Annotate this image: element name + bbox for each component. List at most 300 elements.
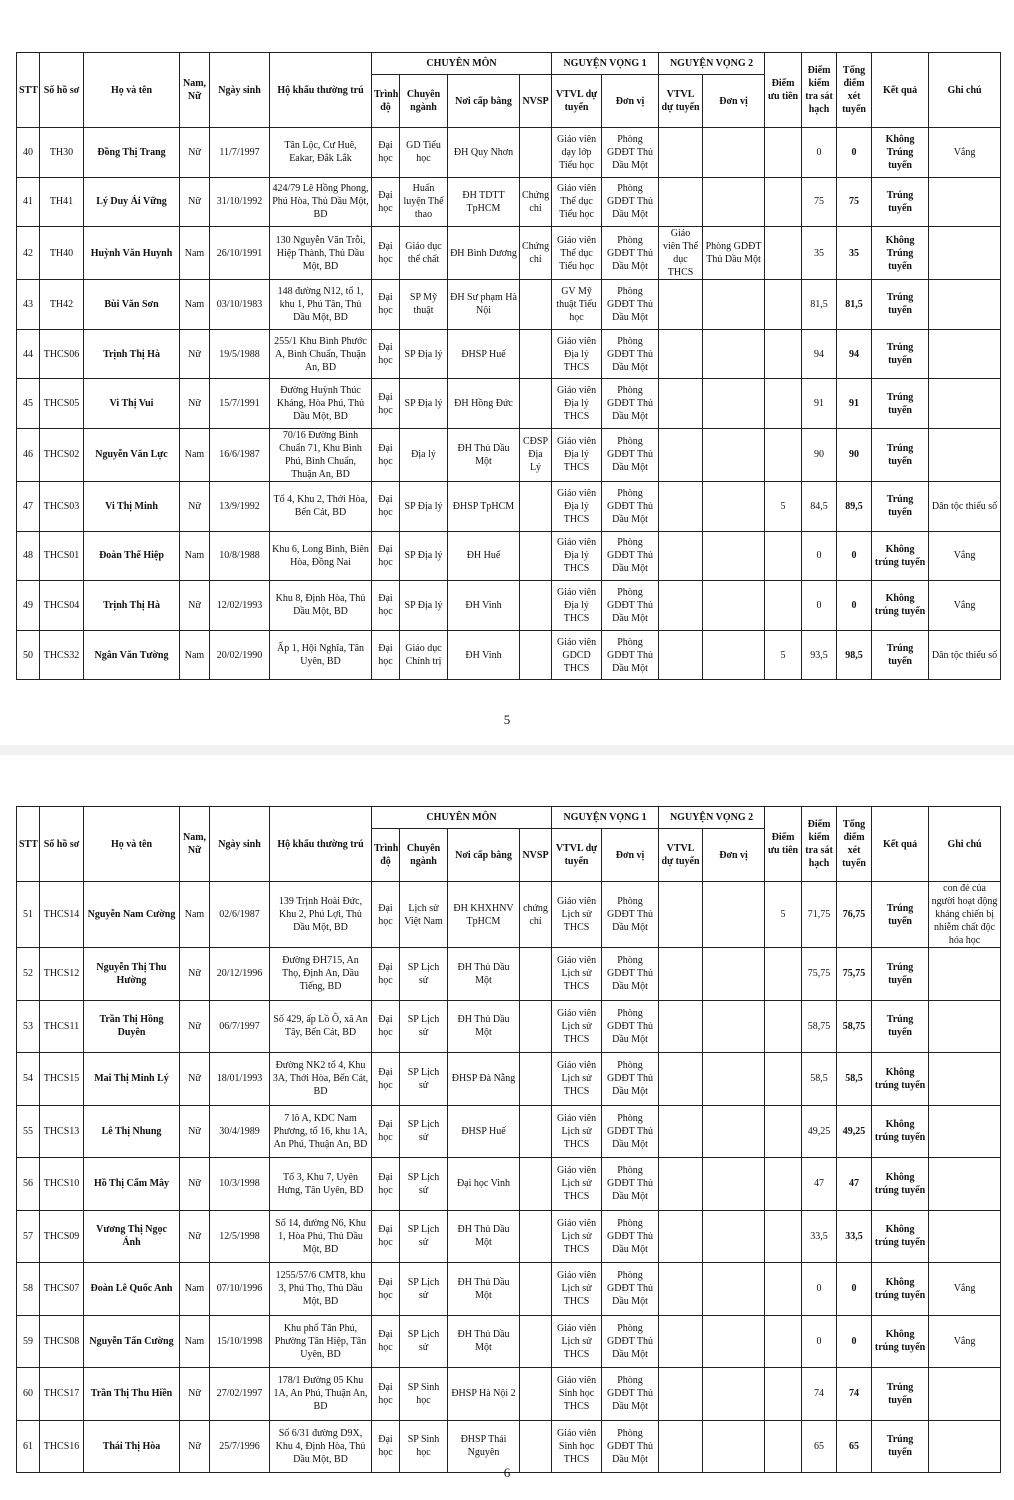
cell-trinh-do: Đại học: [372, 379, 400, 429]
cell-vtvl-1: Giáo viên Địa lý THCS: [552, 581, 602, 631]
cell-vtvl-1: Giáo viên Sinh học THCS: [552, 1368, 602, 1421]
cell-vtvl-1: GV Mỹ thuật Tiểu học: [552, 280, 602, 330]
cell-diem-kiem-tra: 58,5: [802, 1053, 837, 1106]
cell-diem-kiem-tra: 35: [802, 227, 837, 280]
header-don-vi-1: Đơn vị: [602, 829, 659, 882]
cell-noi-cap-bang: ĐHSP TpHCM: [448, 481, 520, 531]
cell-nvsp: [520, 948, 552, 1001]
cell-tong-diem: 65: [837, 1420, 872, 1473]
cell-ghi-chu: [929, 1105, 1001, 1158]
cell-ghi-chu: [929, 227, 1001, 280]
cell-don-vi-1: Phòng GDĐT Thủ Dầu Một: [602, 329, 659, 379]
cell-don-vi-2: [703, 280, 765, 330]
cell-diem-uu-tien: [765, 531, 802, 581]
cell-so-ho-so: TH42: [40, 280, 84, 330]
cell-tong-diem: 0: [837, 1315, 872, 1368]
cell-stt: 52: [17, 948, 40, 1001]
candidate-table-page-5: [16, 52, 1001, 680]
cell-chuyen-nganh: SP Lịch sử: [400, 1315, 448, 1368]
cell-don-vi-1: Phòng GDĐT Thủ Dầu Một: [602, 280, 659, 330]
cell-tong-diem: 58,5: [837, 1053, 872, 1106]
cell-diem-kiem-tra: 93,5: [802, 630, 837, 680]
cell-vtvl-2: Giáo viên Thể dục THCS: [659, 227, 703, 280]
cell-tong-diem: 94: [837, 329, 872, 379]
header-trinh-do: Trình độ: [372, 829, 400, 882]
cell-ghi-chu: [929, 280, 1001, 330]
cell-so-ho-so: THCS32: [40, 630, 84, 680]
cell-ho-khau: 70/16 Đường Bình Chuẩn 71, Khu Bình Phú, Bình Chuẩn, Thuận An, BD: [270, 428, 372, 481]
cell-ho-ten: Thái Thị Hòa: [84, 1420, 180, 1473]
cell-diem-uu-tien: 5: [765, 630, 802, 680]
cell-nvsp: Chứng chỉ: [520, 177, 552, 227]
cell-diem-kiem-tra: 84,5: [802, 481, 837, 531]
table-row: [17, 329, 1001, 379]
cell-vtvl-2: [659, 581, 703, 631]
cell-vtvl-2: [659, 531, 703, 581]
header-chuyen-nganh: Chuyên ngành: [400, 75, 448, 128]
cell-ket-qua: Không trúng tuyển: [872, 1053, 929, 1106]
cell-so-ho-so: THCS04: [40, 581, 84, 631]
cell-tong-diem: 49,25: [837, 1105, 872, 1158]
cell-ghi-chu: [929, 329, 1001, 379]
cell-diem-uu-tien: [765, 329, 802, 379]
cell-don-vi-1: Phòng GDĐT Thủ Dầu Một: [602, 1105, 659, 1158]
cell-nvsp: chứng chỉ: [520, 882, 552, 948]
cell-don-vi-2: [703, 1210, 765, 1263]
cell-don-vi-2: Phòng GDĐT Thủ Dầu Một: [703, 227, 765, 280]
cell-noi-cap-bang: ĐH Quy Nhơn: [448, 128, 520, 178]
cell-ngay-sinh: 25/7/1996: [210, 1420, 270, 1473]
cell-diem-uu-tien: [765, 1000, 802, 1053]
cell-ngay-sinh: 07/10/1996: [210, 1263, 270, 1316]
cell-don-vi-1: Phòng GDĐT Thủ Dầu Một: [602, 379, 659, 429]
cell-diem-kiem-tra: 0: [802, 581, 837, 631]
cell-ket-qua: Trúng tuyển: [872, 1000, 929, 1053]
header-diem-kiem-tra: Điểm kiểm tra sát hạch: [802, 53, 837, 128]
header-tong-diem: Tổng điểm xét tuyển: [837, 807, 872, 882]
cell-ket-qua: Trúng tuyển: [872, 948, 929, 1001]
cell-so-ho-so: THCS16: [40, 1420, 84, 1473]
cell-ngay-sinh: 20/02/1990: [210, 630, 270, 680]
cell-chuyen-nganh: SP Sinh học: [400, 1420, 448, 1473]
cell-diem-kiem-tra: 81,5: [802, 280, 837, 330]
cell-gioi-tinh: Nữ: [180, 1420, 210, 1473]
cell-don-vi-1: Phòng GDĐT Thủ Dầu Một: [602, 227, 659, 280]
cell-diem-uu-tien: [765, 128, 802, 178]
cell-ket-qua: Không trúng tuyển: [872, 531, 929, 581]
cell-gioi-tinh: Nữ: [180, 177, 210, 227]
cell-gioi-tinh: Nữ: [180, 581, 210, 631]
cell-ho-ten: Huỳnh Văn Huynh: [84, 227, 180, 280]
header-tong-diem: Tổng điểm xét tuyển: [837, 53, 872, 128]
cell-ho-ten: Ngân Văn Tường: [84, 630, 180, 680]
table-row: [17, 379, 1001, 429]
cell-vtvl-2: [659, 1053, 703, 1106]
cell-vtvl-1: Giáo viên Lịch sử THCS: [552, 1315, 602, 1368]
cell-ho-khau: Số 14, đường N6, Khu 1, Hòa Phú, Thủ Dầu Một, BD: [270, 1210, 372, 1263]
header-ghi-chu: Ghi chú: [929, 807, 1001, 882]
cell-ho-ten: Vương Thị Ngọc Ánh: [84, 1210, 180, 1263]
cell-chuyen-nganh: SP Lịch sử: [400, 1105, 448, 1158]
cell-ngay-sinh: 16/6/1987: [210, 428, 270, 481]
cell-trinh-do: Đại học: [372, 1000, 400, 1053]
cell-trinh-do: Đại học: [372, 481, 400, 531]
cell-ghi-chu: Vắng: [929, 1315, 1001, 1368]
cell-nvsp: [520, 630, 552, 680]
cell-noi-cap-bang: ĐH Bình Dương: [448, 227, 520, 280]
cell-vtvl-1: Giáo viên Địa lý THCS: [552, 379, 602, 429]
cell-ngay-sinh: 02/6/1987: [210, 882, 270, 948]
cell-ngay-sinh: 18/01/1993: [210, 1053, 270, 1106]
cell-ket-qua: Không trúng tuyển: [872, 1158, 929, 1211]
table-row: [17, 630, 1001, 680]
cell-so-ho-so: THCS13: [40, 1105, 84, 1158]
cell-stt: 50: [17, 630, 40, 680]
table-row: [17, 481, 1001, 531]
cell-vtvl-2: [659, 948, 703, 1001]
cell-diem-uu-tien: [765, 1368, 802, 1421]
header-don-vi-2: Đơn vị: [703, 829, 765, 882]
header-ho-ten: Họ và tên: [84, 53, 180, 128]
cell-diem-uu-tien: [765, 1315, 802, 1368]
header-nguyen-vong-2: NGUYỆN VỌNG 2: [659, 53, 765, 75]
cell-vtvl-2: [659, 1263, 703, 1316]
cell-chuyen-nganh: SP Địa lý: [400, 329, 448, 379]
cell-noi-cap-bang: ĐH Vinh: [448, 581, 520, 631]
cell-so-ho-so: THCS08: [40, 1315, 84, 1368]
cell-don-vi-1: Phòng GDĐT Thủ Dầu Một: [602, 1158, 659, 1211]
cell-chuyen-nganh: SP Địa lý: [400, 581, 448, 631]
cell-nvsp: [520, 481, 552, 531]
cell-stt: 48: [17, 531, 40, 581]
cell-tong-diem: 58,75: [837, 1000, 872, 1053]
cell-nvsp: [520, 280, 552, 330]
cell-noi-cap-bang: Đại học Vinh: [448, 1158, 520, 1211]
cell-ngay-sinh: 30/4/1989: [210, 1105, 270, 1158]
cell-so-ho-so: THCS17: [40, 1368, 84, 1421]
cell-ket-qua: Trúng tuyển: [872, 882, 929, 948]
header-noi-cap-bang: Nơi cấp bằng: [448, 75, 520, 128]
cell-vtvl-2: [659, 280, 703, 330]
cell-diem-uu-tien: [765, 1158, 802, 1211]
table-row: [17, 128, 1001, 178]
cell-tong-diem: 89,5: [837, 481, 872, 531]
cell-gioi-tinh: Nữ: [180, 1368, 210, 1421]
cell-ket-qua: Không trúng tuyển: [872, 581, 929, 631]
cell-vtvl-2: [659, 1315, 703, 1368]
cell-tong-diem: 91: [837, 379, 872, 429]
cell-tong-diem: 81,5: [837, 280, 872, 330]
cell-ngay-sinh: 26/10/1991: [210, 227, 270, 280]
table-body: [17, 128, 1001, 680]
cell-don-vi-1: Phòng GDĐT Thủ Dầu Một: [602, 1210, 659, 1263]
cell-so-ho-so: THCS07: [40, 1263, 84, 1316]
cell-ghi-chu: con đẻ của người hoạt động kháng chiến bị nhiễm chất độc hóa học: [929, 882, 1001, 948]
cell-trinh-do: Đại học: [372, 128, 400, 178]
cell-nvsp: [520, 1210, 552, 1263]
cell-vtvl-1: Giáo viên Lịch sử THCS: [552, 1053, 602, 1106]
cell-vtvl-1: Giáo viên Địa lý THCS: [552, 329, 602, 379]
cell-stt: 53: [17, 1000, 40, 1053]
cell-nvsp: [520, 1368, 552, 1421]
cell-ho-khau: 7 lô A, KDC Nam Phương, tổ 16, khu 1A, An Phú, Thuận An, BD: [270, 1105, 372, 1158]
cell-vtvl-1: Giáo viên Thể dục Tiểu học: [552, 227, 602, 280]
cell-vtvl-1: Giáo viên Lịch sử THCS: [552, 1000, 602, 1053]
cell-don-vi-1: Phòng GDĐT Thủ Dầu Một: [602, 1315, 659, 1368]
header-chuyen-nganh: Chuyên ngành: [400, 829, 448, 882]
header-nguyen-vong-1: NGUYỆN VỌNG 1: [552, 807, 659, 829]
cell-ho-khau: Tổ 4, Khu 2, Thới Hòa, Bến Cát, BD: [270, 481, 372, 531]
header-ngay-sinh: Ngày sinh: [210, 807, 270, 882]
cell-ghi-chu: Vắng: [929, 1263, 1001, 1316]
table-row: [17, 1053, 1001, 1106]
header-so-ho-so: Số hồ sơ: [40, 807, 84, 882]
cell-don-vi-1: Phòng GDĐT Thủ Dầu Một: [602, 428, 659, 481]
cell-stt: 57: [17, 1210, 40, 1263]
cell-gioi-tinh: Nam: [180, 227, 210, 280]
cell-ngay-sinh: 15/7/1991: [210, 379, 270, 429]
cell-ho-ten: Lê Thị Nhung: [84, 1105, 180, 1158]
cell-vtvl-1: Giáo viên GDCD THCS: [552, 630, 602, 680]
cell-noi-cap-bang: ĐH KHXHNV TpHCM: [448, 882, 520, 948]
page-number: 5: [503, 712, 511, 727]
table-row: [17, 428, 1001, 481]
header-ho-ten: Họ và tên: [84, 807, 180, 882]
cell-stt: 60: [17, 1368, 40, 1421]
cell-diem-kiem-tra: 75: [802, 177, 837, 227]
cell-ghi-chu: [929, 1368, 1001, 1421]
cell-vtvl-1: Giáo viên Thể dục Tiểu học: [552, 177, 602, 227]
cell-nvsp: [520, 1263, 552, 1316]
cell-trinh-do: Đại học: [372, 630, 400, 680]
cell-chuyen-nganh: SP Lịch sử: [400, 1053, 448, 1106]
cell-ho-khau: 178/1 Đường 05 Khu 1A, An Phú, Thuận An, BD: [270, 1368, 372, 1421]
cell-gioi-tinh: Nam: [180, 1263, 210, 1316]
cell-diem-kiem-tra: 33,5: [802, 1210, 837, 1263]
cell-gioi-tinh: Nữ: [180, 329, 210, 379]
cell-ngay-sinh: 19/5/1988: [210, 329, 270, 379]
cell-ho-ten: Vi Thị Minh: [84, 481, 180, 531]
cell-ho-khau: Tổ 3, Khu 7, Uyên Hưng, Tân Uyên, BD: [270, 1158, 372, 1211]
cell-ho-khau: 1255/57/6 CMT8, khu 3, Phú Thọ, Thủ Dầu Một, BD: [270, 1263, 372, 1316]
cell-diem-kiem-tra: 71,75: [802, 882, 837, 948]
cell-vtvl-1: Giáo viên Lịch sử THCS: [552, 1105, 602, 1158]
cell-trinh-do: Đại học: [372, 1263, 400, 1316]
cell-ghi-chu: Vắng: [929, 581, 1001, 631]
cell-ghi-chu: [929, 1053, 1001, 1106]
cell-nvsp: Chứng chỉ: [520, 227, 552, 280]
header-nguyen-vong-1: NGUYỆN VỌNG 1: [552, 53, 659, 75]
cell-diem-uu-tien: [765, 1263, 802, 1316]
cell-don-vi-1: Phòng GDĐT Thủ Dầu Một: [602, 1263, 659, 1316]
cell-so-ho-so: THCS15: [40, 1053, 84, 1106]
cell-nvsp: [520, 1158, 552, 1211]
header-diem-uu-tien: Điểm ưu tiên: [765, 807, 802, 882]
header-gioi-tinh: Nam, Nữ: [180, 807, 210, 882]
cell-ket-qua: Trúng tuyển: [872, 481, 929, 531]
cell-diem-kiem-tra: 65: [802, 1420, 837, 1473]
cell-vtvl-2: [659, 1105, 703, 1158]
cell-so-ho-so: THCS03: [40, 481, 84, 531]
header-so-ho-so: Số hồ sơ: [40, 53, 84, 128]
cell-gioi-tinh: Nữ: [180, 1053, 210, 1106]
cell-ket-qua: Trúng tuyển: [872, 280, 929, 330]
cell-ho-khau: Số 6/31 đường D9X, Khu 4, Định Hòa, Thủ Dầu Một, BD: [270, 1420, 372, 1473]
cell-don-vi-1: Phòng GDĐT Thủ Dầu Một: [602, 948, 659, 1001]
cell-don-vi-2: [703, 948, 765, 1001]
cell-noi-cap-bang: ĐH Thủ Dầu Một: [448, 948, 520, 1001]
cell-diem-kiem-tra: 90: [802, 428, 837, 481]
cell-stt: 59: [17, 1315, 40, 1368]
cell-trinh-do: Đại học: [372, 329, 400, 379]
cell-chuyen-nganh: SP Địa lý: [400, 531, 448, 581]
cell-vtvl-2: [659, 882, 703, 948]
cell-chuyen-nganh: SP Lịch sử: [400, 1158, 448, 1211]
header-ket-qua: Kết quả: [872, 807, 929, 882]
cell-vtvl-2: [659, 1210, 703, 1263]
cell-noi-cap-bang: ĐH Vinh: [448, 630, 520, 680]
cell-ghi-chu: Dân tộc thiểu số: [929, 630, 1001, 680]
cell-don-vi-2: [703, 882, 765, 948]
cell-ho-ten: Trần Thị Hồng Duyên: [84, 1000, 180, 1053]
cell-gioi-tinh: Nữ: [180, 1210, 210, 1263]
cell-ho-ten: Hồ Thị Cẩm Mây: [84, 1158, 180, 1211]
cell-ho-ten: Bùi Văn Sơn: [84, 280, 180, 330]
cell-chuyen-nganh: SP Lịch sử: [400, 1210, 448, 1263]
table-row: [17, 1263, 1001, 1316]
cell-ghi-chu: [929, 428, 1001, 481]
cell-nvsp: [520, 329, 552, 379]
cell-don-vi-2: [703, 581, 765, 631]
cell-don-vi-2: [703, 1053, 765, 1106]
cell-chuyen-nganh: GD Tiểu học: [400, 128, 448, 178]
cell-ho-khau: Ấp 1, Hội Nghĩa, Tân Uyên, BD: [270, 630, 372, 680]
cell-noi-cap-bang: ĐHSP Đà Nẵng: [448, 1053, 520, 1106]
header-diem-kiem-tra: Điểm kiểm tra sát hạch: [802, 807, 837, 882]
cell-stt: 55: [17, 1105, 40, 1158]
cell-stt: 44: [17, 329, 40, 379]
cell-ngay-sinh: 12/02/1993: [210, 581, 270, 631]
cell-don-vi-1: Phòng GDĐT Thủ Dầu Một: [602, 581, 659, 631]
cell-noi-cap-bang: ĐH Thủ Dầu Một: [448, 1263, 520, 1316]
cell-vtvl-1: Giáo viên dạy lớp Tiểu học: [552, 128, 602, 178]
cell-ket-qua: Không trúng tuyển: [872, 1263, 929, 1316]
cell-so-ho-so: THCS10: [40, 1158, 84, 1211]
cell-noi-cap-bang: ĐH Thủ Dầu Một: [448, 1210, 520, 1263]
cell-ho-ten: Mai Thị Minh Lý: [84, 1053, 180, 1106]
cell-ho-ten: Trịnh Thị Hà: [84, 581, 180, 631]
cell-trinh-do: Đại học: [372, 1315, 400, 1368]
cell-ngay-sinh: 03/10/1983: [210, 280, 270, 330]
cell-ngay-sinh: 27/02/1997: [210, 1368, 270, 1421]
cell-trinh-do: Đại học: [372, 1158, 400, 1211]
cell-trinh-do: Đại học: [372, 581, 400, 631]
cell-chuyen-nganh: SP Địa lý: [400, 379, 448, 429]
cell-ghi-chu: Vắng: [929, 128, 1001, 178]
cell-diem-uu-tien: [765, 177, 802, 227]
cell-chuyen-nganh: Địa lý: [400, 428, 448, 481]
cell-noi-cap-bang: ĐHSP Hà Nội 2: [448, 1368, 520, 1421]
cell-noi-cap-bang: ĐH TDTT TpHCM: [448, 177, 520, 227]
header-don-vi-1: Đơn vị: [602, 75, 659, 128]
cell-chuyen-nganh: Giáo dục thể chất: [400, 227, 448, 280]
cell-ngay-sinh: 12/5/1998: [210, 1210, 270, 1263]
cell-ghi-chu: [929, 948, 1001, 1001]
cell-noi-cap-bang: ĐH Hồng Đức: [448, 379, 520, 429]
cell-tong-diem: 0: [837, 128, 872, 178]
cell-nvsp: [520, 1000, 552, 1053]
header-chuyen-mon: CHUYÊN MÔN: [372, 807, 552, 829]
header-gioi-tinh: Nam, Nữ: [180, 53, 210, 128]
cell-ket-qua: Không Trúng tuyển: [872, 128, 929, 178]
cell-ho-ten: Vi Thị Vui: [84, 379, 180, 429]
cell-ghi-chu: [929, 1000, 1001, 1053]
cell-chuyen-nganh: SP Sinh học: [400, 1368, 448, 1421]
cell-vtvl-2: [659, 428, 703, 481]
cell-vtvl-1: Giáo viên Lịch sử THCS: [552, 882, 602, 948]
cell-gioi-tinh: Nữ: [180, 948, 210, 1001]
document-page-5: [0, 0, 1014, 745]
cell-tong-diem: 0: [837, 581, 872, 631]
cell-don-vi-2: [703, 1315, 765, 1368]
cell-don-vi-1: Phòng GDĐT Thủ Dầu Một: [602, 630, 659, 680]
header-stt: STT: [17, 807, 40, 882]
header-ho-khau: Hộ khẩu thường trú: [270, 53, 372, 128]
cell-gioi-tinh: Nữ: [180, 481, 210, 531]
cell-diem-uu-tien: [765, 1053, 802, 1106]
cell-so-ho-so: THCS02: [40, 428, 84, 481]
cell-so-ho-so: TH40: [40, 227, 84, 280]
cell-nvsp: [520, 128, 552, 178]
header-ghi-chu: Ghi chú: [929, 53, 1001, 128]
cell-tong-diem: 33,5: [837, 1210, 872, 1263]
header-trinh-do: Trình độ: [372, 75, 400, 128]
cell-stt: 43: [17, 280, 40, 330]
cell-ngay-sinh: 13/9/1992: [210, 481, 270, 531]
table-row: [17, 531, 1001, 581]
cell-tong-diem: 35: [837, 227, 872, 280]
header-vtvl-1: VTVL dự tuyển: [552, 829, 602, 882]
cell-don-vi-2: [703, 531, 765, 581]
cell-don-vi-1: Phòng GDĐT Thủ Dầu Một: [602, 531, 659, 581]
cell-ket-qua: Không trúng tuyển: [872, 1315, 929, 1368]
cell-gioi-tinh: Nữ: [180, 128, 210, 178]
cell-ho-ten: Đoàn Thế Hiệp: [84, 531, 180, 581]
candidate-table-page-6: [16, 806, 1001, 1473]
cell-trinh-do: Đại học: [372, 882, 400, 948]
table-row: [17, 1000, 1001, 1053]
cell-ho-khau: 424/79 Lê Hồng Phong, Phú Hòa, Thủ Dầu Một, BD: [270, 177, 372, 227]
cell-ghi-chu: [929, 177, 1001, 227]
cell-ho-ten: Đồng Thị Trang: [84, 128, 180, 178]
cell-tong-diem: 98,5: [837, 630, 872, 680]
cell-ho-ten: Trần Thị Thu Hiền: [84, 1368, 180, 1421]
cell-diem-uu-tien: [765, 428, 802, 481]
cell-tong-diem: 74: [837, 1368, 872, 1421]
cell-diem-kiem-tra: 0: [802, 531, 837, 581]
cell-vtvl-1: Giáo viên Lịch sử THCS: [552, 1210, 602, 1263]
cell-diem-kiem-tra: 74: [802, 1368, 837, 1421]
cell-ket-qua: Trúng tuyển: [872, 177, 929, 227]
cell-diem-uu-tien: [765, 227, 802, 280]
cell-gioi-tinh: Nam: [180, 882, 210, 948]
cell-vtvl-2: [659, 177, 703, 227]
cell-vtvl-2: [659, 630, 703, 680]
cell-ngay-sinh: 10/3/1998: [210, 1158, 270, 1211]
header-vtvl-2: VTVL dự tuyển: [659, 829, 703, 882]
cell-ho-khau: Khu phố Tân Phú, Phường Tân Hiệp, Tân Uyên, BD: [270, 1315, 372, 1368]
cell-diem-uu-tien: 5: [765, 481, 802, 531]
